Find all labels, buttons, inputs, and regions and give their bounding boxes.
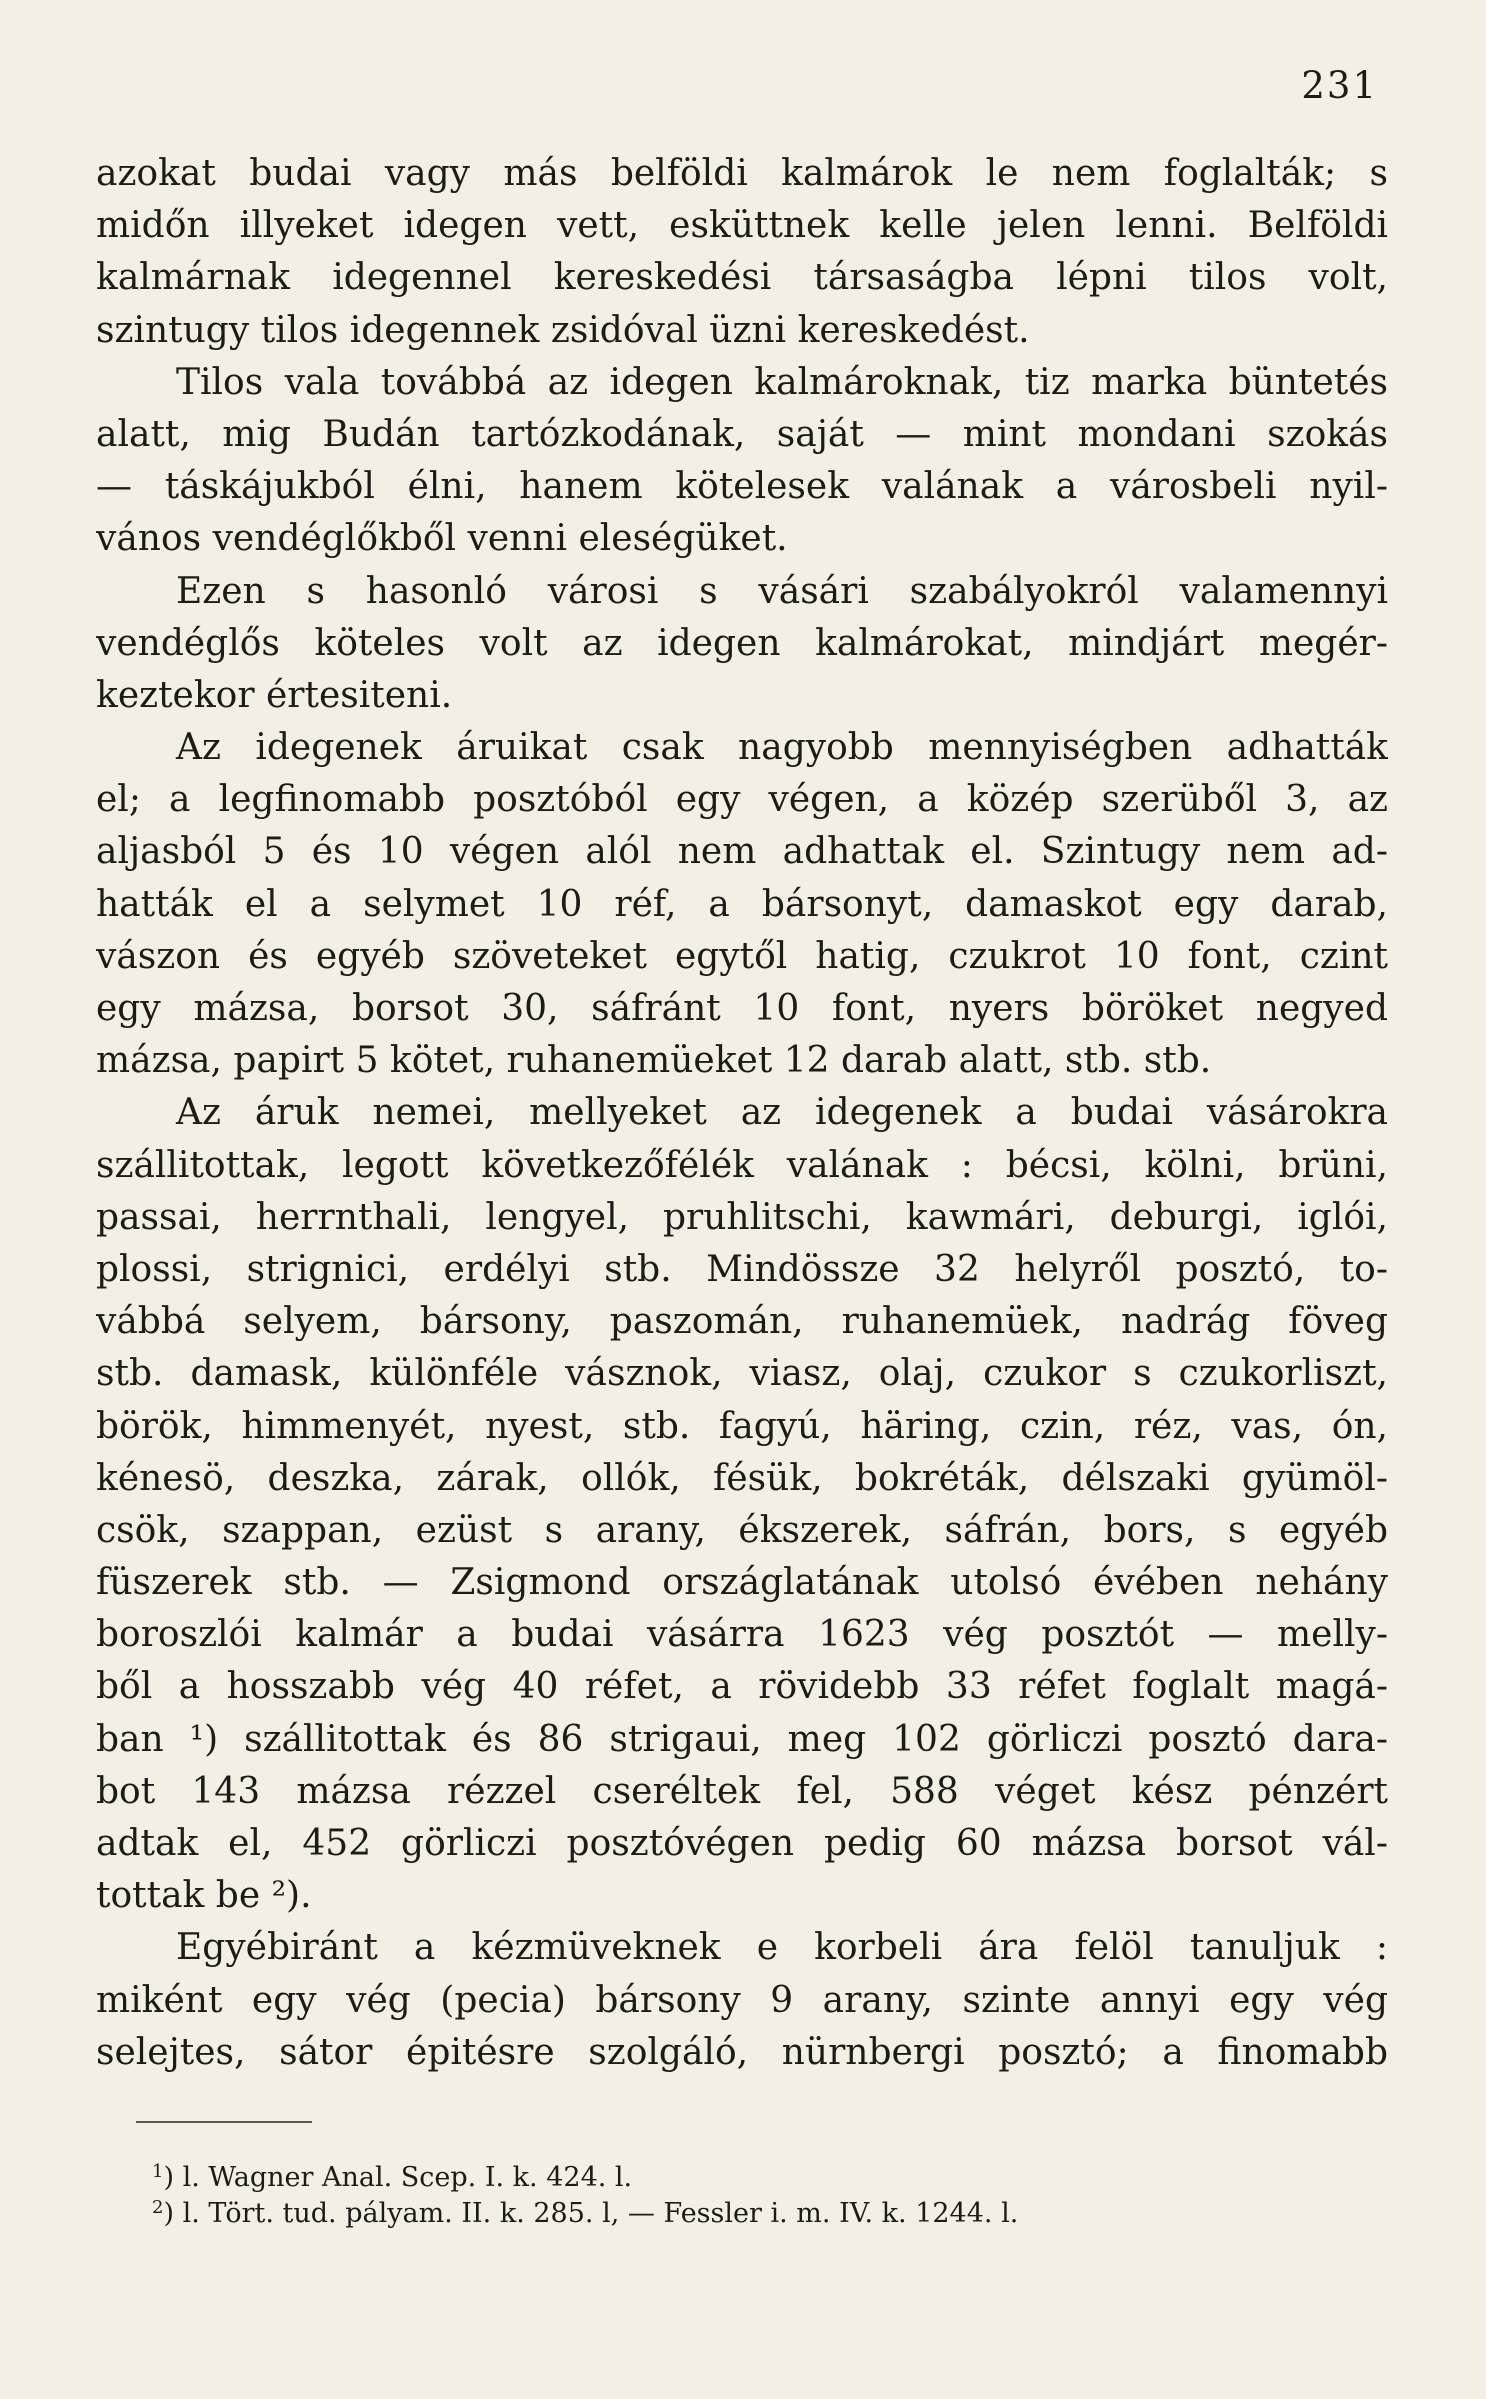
text-line: Egyébiránt a kézmüveknek e korbeli ára felöl tanuljuk :	[176, 1927, 1388, 1969]
text-line: Tilos vala továbbá az idegen kalmároknak, tiz marka büntetés	[176, 361, 1388, 403]
text-line: tottak be ²).	[96, 1875, 312, 1917]
text-line: miként egy vég (pecia) bársony 9 arany, szinte annyi egy vég	[96, 1979, 1388, 2021]
text-line: vászon és egyéb szöveteket egytől hatig, czukrot 10 font, czint	[96, 935, 1388, 977]
text-line: egy mázsa, borsot 30, sáfránt 10 font, nyers böröket negyed	[96, 988, 1388, 1029]
footnote-mark: 2	[152, 2197, 164, 2218]
text-line: szintugy tilos idegennek zsidóval üzni kereskedést.	[96, 309, 1030, 351]
text-line: szállitottak, legott következőfélék valának : bécsi, kölni, brüni,	[96, 1144, 1388, 1186]
text-line: — táskájukból élni, hanem kötelesek valának a városbeli nyil-	[96, 466, 1388, 508]
text-line: stb. damask, különféle vásznok, viasz, olaj, czukor s czukorliszt,	[96, 1353, 1388, 1395]
text-line: hatták el a selymet 10 réf, a bársonyt, damaskot egy darab,	[96, 883, 1388, 925]
text-line: kénesö, deszka, zárak, ollók, fésük, bokréták, délszaki gyümöl-	[96, 1457, 1388, 1499]
footnote-paren: )	[163, 2198, 183, 2229]
text-line: füszerek stb. — Zsigmond országlatának utolsó évében nehány	[96, 1562, 1388, 1604]
page-number: 231	[1301, 64, 1378, 107]
text-line: alatt, mig Budán tartózkodának, saját — mint mondani szokás	[96, 413, 1388, 455]
text-line: kalmárnak idegennel kereskedési társaságba lépni tilos volt,	[96, 257, 1388, 299]
text-line: passai, herrnthali, lengyel, pruhlitschi, kawmári, deburgi, iglói,	[96, 1196, 1388, 1238]
footnote-mark: 1	[152, 2161, 164, 2182]
text-line: vános vendéglőkből venni eleségüket.	[96, 518, 788, 560]
text-line: selejtes, sátor épitésre szolgáló, nürnbergi posztó; a finomabb	[96, 2031, 1388, 2073]
text-line: bot 143 mázsa rézzel cseréltek fel, 588 véget kész pénzért	[96, 1770, 1388, 1812]
text-line: azokat budai vagy más belföldi kalmárok le nem foglalták; s	[96, 153, 1388, 194]
text-line: el; a legfinomabb posztóból egy végen, a közép szerüből 3, az	[96, 779, 1388, 821]
body-text	[96, 148, 1388, 2079]
text-line: vábbá selyem, bársony, paszomán, ruhanemüek, nadrág föveg	[96, 1301, 1388, 1343]
text-line: mázsa, papirt 5 kötet, ruhanemüeket 12 darab alatt, stb. stb.	[96, 1040, 1212, 1082]
footnote	[152, 2190, 1302, 2229]
text-line: plossi, strignici, erdélyi stb. Mindössze 32 helyről posztó, to-	[96, 1248, 1388, 1290]
text-line: keztekor értesiteni.	[96, 674, 453, 716]
footnote-text: l. Tört. tud. pályam. II. k. 285. l, — Fessler i. m. IV. k. 1244. l.	[182, 2198, 1019, 2229]
footnote-text: l. Wagner Anal. Scep. I. k. 424. l.	[182, 2162, 633, 2193]
text-line: boroszlói kalmár a budai vásárra 1623 vég posztót — melly-	[96, 1614, 1388, 1656]
footnotes	[152, 2154, 1302, 2229]
text-line: vendéglős köteles volt az idegen kalmárokat, mindjárt megér-	[96, 622, 1388, 664]
text-line: ban ¹) szállitottak és 86 strigaui, meg 102 görliczi posztó dara-	[96, 1718, 1388, 1760]
footnote	[152, 2154, 1302, 2193]
text-line: börök, himmenyét, nyest, stb. fagyú, häring, czin, réz, vas, ón,	[96, 1405, 1388, 1447]
text-line: Ezen s hasonló városi s vásári szabályokról valamennyi	[176, 570, 1388, 612]
text-line: csök, szappan, ezüst s arany, ékszerek, sáfrán, bors, s egyéb	[96, 1509, 1388, 1551]
footnote-separator	[136, 2121, 312, 2123]
text-line: Az idegenek áruikat csak nagyobb mennyiségben adhatták	[176, 727, 1388, 769]
text-line: Az áruk nemei, mellyeket az idegenek a budai vásárokra	[176, 1092, 1388, 1134]
text-line: aljasból 5 és 10 végen alól nem adhattak el. Szintugy nem ad-	[96, 831, 1388, 873]
text-line: ből a hosszabb vég 40 réfet, a rövidebb 33 réfet foglalt magá-	[96, 1666, 1388, 1708]
text-line: midőn illyeket idegen vett, esküttnek kelle jelen lenni. Belföldi	[96, 205, 1388, 247]
footnote-paren: )	[163, 2162, 183, 2193]
text-line: adtak el, 452 görliczi posztóvégen pedig 60 mázsa borsot vál-	[96, 1823, 1388, 1864]
